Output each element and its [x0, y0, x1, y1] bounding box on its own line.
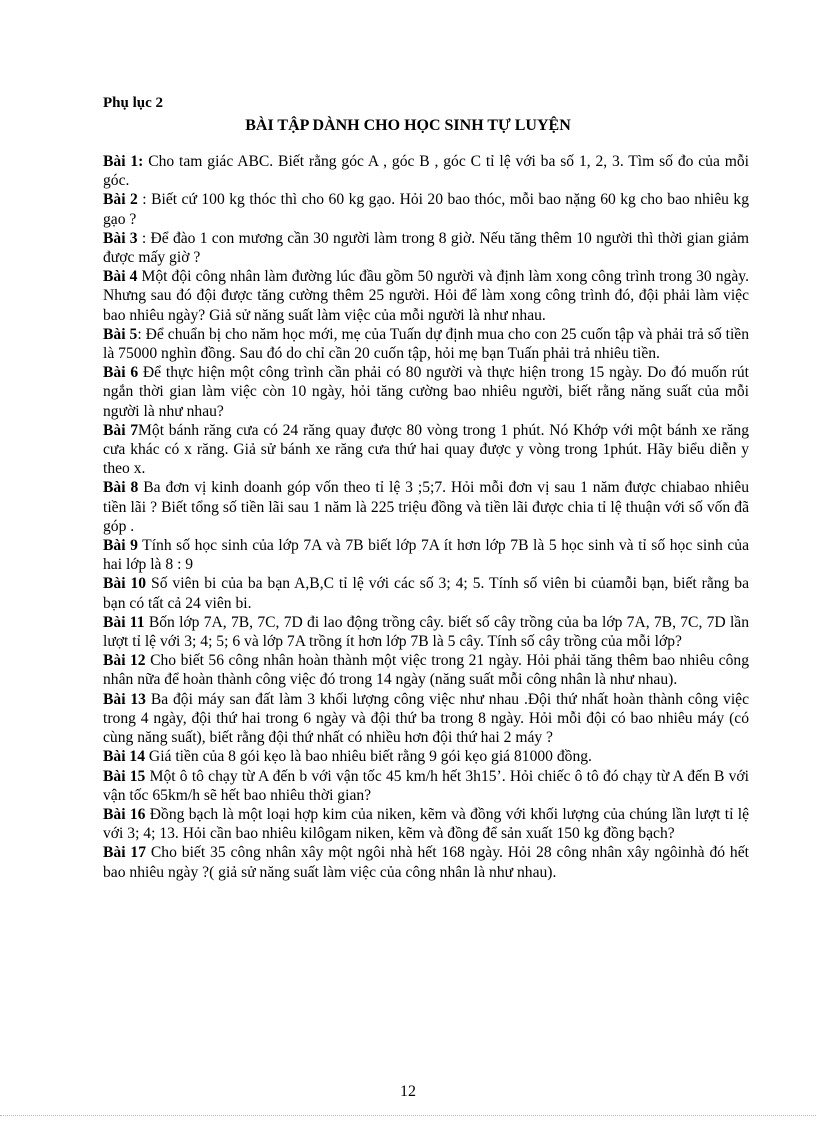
exercise-item — [103, 325, 749, 363]
exercise-label: Bài 9 — [103, 537, 138, 555]
exercise-item — [103, 190, 749, 228]
exercise-label: Bài 12 — [103, 652, 146, 670]
exercise-label: Bài 8 — [103, 479, 139, 497]
exercise-item — [103, 152, 749, 190]
exercise-label: Bài 14 — [103, 748, 146, 766]
exercise-item — [103, 767, 749, 805]
exercise-text: Số viên bi của ba bạn A,B,C tỉ lệ với các số 3; 4; 5. Tính số viên bi củamỗi bạn, biết rằng ba bạn có tất cả 24 viên bi. — [103, 575, 750, 612]
exercise-text: Cho biết 35 công nhân xây một ngôi nhà hết 168 ngày. Hỏi 28 công nhân xây ngôinhà đó hết bao nhiêu ngày ?( giả sử năng suất làm việc của công nhân là như nhau). — [103, 844, 749, 881]
exercise-text: : Để đào 1 con mương cần 30 người làm trong 8 giờ. Nếu tăng thêm 10 người thì thời gian giảm được mấy giờ ? — [103, 229, 749, 267]
exercise-list — [103, 152, 749, 882]
exercise-item — [103, 651, 749, 689]
exercise-text: Tính số học sinh của lớp 7A và 7B biết lớp 7A ít hơn lớp 7B là 5 học sinh và tỉ số học sinh của hai lớp là 8 : 9 — [103, 537, 749, 574]
exercise-item — [103, 574, 749, 612]
exercise-item — [103, 421, 749, 479]
exercise-label: Bài 5 — [103, 325, 138, 343]
exercise-label: Bài 7 — [103, 421, 139, 439]
exercise-label: Bài 4 — [103, 268, 138, 286]
page-bottom-divider — [0, 1115, 816, 1116]
exercise-label: Bài 15 — [103, 767, 146, 785]
exercise-text: Một đội công nhân làm đường lúc đầu gồm 50 người và định làm xong công trình trong 30 ngày. Nhưng sau đó đội được tăng cường thêm 25 người. Hỏi để làm xong công trình đó, đội phải làm việc bao nhiêu ngày? Giả sử năng suất làm việc của mỗi người là như nhau. — [103, 268, 749, 324]
exercise-text: : Biết cứ 100 kg thóc thì cho 60 kg gạo. Hỏi 20 bao thóc, mỗi bao nặng 60 kg cho bao nhiêu kg gạo ? — [103, 191, 750, 228]
exercise-label: Bài 1: — [103, 153, 144, 170]
exercise-text: Giá tiền của 8 gói kẹo là bao nhiêu biết rằng 9 gói kẹo giá 81000 đồng. — [145, 748, 592, 766]
exercise-item — [103, 229, 749, 267]
exercise-text: Đồng bạch là một loại hợp kim của niken, kẽm và đồng với khối lượng của chúng lần lượt tỉ lệ với 3; 4; 13. Hỏi cần bao nhiêu kilôgam niken, kẽm và đồng để sản xuất 150 kg đồng bạch? — [103, 805, 749, 843]
exercise-label: Bài 2 — [103, 191, 138, 209]
exercise-item — [103, 536, 749, 574]
exercise-text: Bốn lớp 7A, 7B, 7C, 7D đi lao động trồng cây. biết số cây trồng của ba lớp 7A, 7B, 7C, 7D lần lượt tỉ lệ với 3; 4; 5; 6 và lớp 7A trồng ít hơn lớp 7B là 5 cây. Tính số cây trồng của mỗi lớp? — [103, 613, 750, 651]
exercise-label: Bài 17 — [103, 844, 147, 862]
exercise-text: Một ô tô chạy từ A đến b với vận tốc 45 km/h hết 3h15’. Hỏi chiếc ô tô đó chạy từ A đến B với vận tốc 65km/h sẽ hết bao nhiêu thời gian? — [103, 767, 749, 804]
exercise-text: Cho tam giác ABC. Biết rằng góc A , góc B , góc C tỉ lệ với ba số 1, 2, 3. Tìm số đo của mỗi góc. — [103, 153, 749, 190]
exercise-label: Bài 11 — [103, 613, 145, 631]
exercise-item — [103, 613, 749, 651]
page-number: 12 — [400, 1083, 416, 1100]
exercise-item — [103, 478, 749, 536]
page-title: BÀI TẬP DÀNH CHO HỌC SINH TỰ LUYỆN — [245, 117, 571, 134]
exercise-label: Bài 3 — [103, 229, 138, 247]
exercise-item — [103, 805, 749, 843]
exercise-item — [103, 843, 749, 881]
exercise-text: Để thực hiện một công trình cần phải có 80 người và thực hiện trong 15 ngày. Do đó muốn rút ngắn thời gian làm việc còn 10 ngày, hỏi tăng cường bao nhiêu người, biết rằng năng suất của mỗi người là như nhau? — [103, 364, 749, 420]
appendix-heading: Phụ lục 2 — [103, 95, 164, 111]
exercise-text: Ba đơn vị kinh doanh góp vốn theo tỉ lệ 3 ;5;7. Hỏi mỗi đơn vị sau 1 năm được chiabao nhiêu tiền lãi ? Biết tổng số tiền lãi sau 1 năm là 225 triệu đồng và tiền lãi được chia tỉ lệ thuận với số vốn đã góp . — [103, 479, 749, 535]
exercise-item — [103, 267, 749, 325]
exercise-label: Bài 6 — [103, 364, 139, 382]
exercise-label: Bài 10 — [103, 575, 147, 593]
exercise-item — [103, 747, 749, 766]
exercise-item — [103, 690, 749, 748]
exercise-text: Ba đội máy san đất làm 3 khối lượng công việc như nhau .Đội thứ nhất hoàn thành công việc trong 4 ngày, đội thứ hai trong 6 ngày và đội thứ ba trong 8 ngày. Hỏi mỗi đội có bao nhiêu máy (có cùng năng suất), biết rằng đội thứ nhất có nhiều hơn đội thứ hai 2 máy ? — [103, 690, 749, 747]
exercise-label: Bài 13 — [103, 690, 146, 708]
exercise-item — [103, 363, 749, 421]
exercise-text: : Để chuẩn bị cho năm học mới, mẹ của Tuấn dự định mua cho con 25 cuốn tập và phải trả số tiền là 75000 nghìn đồng. Sau đó do chỉ cần 20 cuốn tập, hỏi mẹ bạn Tuấn phải trả nhiêu tiền. — [103, 325, 749, 363]
exercise-text: Một bánh răng cưa có 24 răng quay được 80 vòng trong 1 phút. Nó Khớp với một bánh xe răng cưa khác có x răng. Giả sử bánh xe răng cưa thứ hai quay được y vòng trong 1phút. Hãy biểu diễn y theo x. — [103, 421, 749, 478]
exercise-label: Bài 16 — [103, 805, 146, 823]
exercise-text: Cho biết 56 công nhân hoàn thành một việc trong 21 ngày. Hỏi phải tăng thêm bao nhiêu công nhân nữa để hoàn thành công việc đó trong 14 ngày (năng suất mỗi công nhân là như nhau). — [103, 652, 749, 689]
